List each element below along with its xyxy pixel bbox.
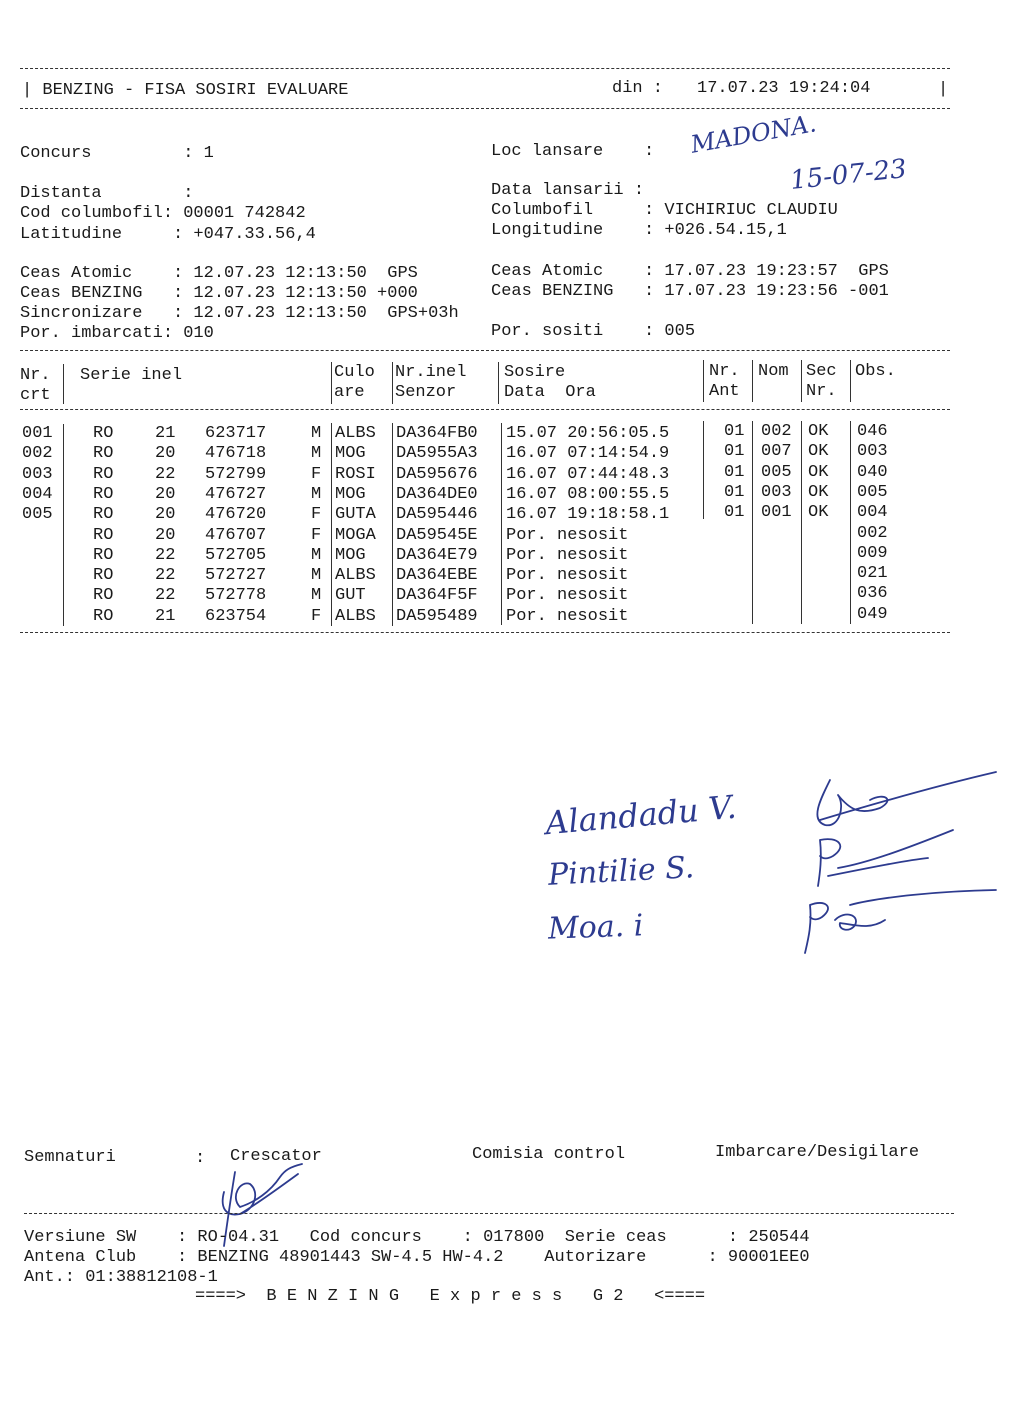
cell-year: 22	[155, 586, 176, 606]
cell-arrival: 16.07 08:00:55.5	[506, 484, 670, 504]
body-sep-8	[850, 421, 851, 624]
cell-obs: 004	[857, 503, 888, 523]
cell-arrival: 15.07 20:56:05.5	[506, 424, 670, 443]
header-end-bar: |	[938, 80, 949, 99]
hdr-sep-5	[703, 360, 704, 402]
latitudine-field: Latitudine : +047.33.56,4	[20, 225, 316, 244]
cell-sex: F	[311, 606, 322, 626]
cell-sensor: DA595446	[396, 505, 478, 525]
cell-sex: F	[311, 505, 322, 525]
body-sep-4	[501, 423, 502, 625]
cell-country: RO	[93, 545, 114, 565]
comisia-label: Comisia control	[472, 1145, 626, 1164]
cell-obs: 009	[857, 543, 888, 563]
cell-sex: M	[311, 545, 322, 565]
cell-sensor: DA364EBE	[396, 566, 478, 586]
cell-nr: 003	[22, 464, 53, 484]
cell-country: RO	[93, 444, 114, 464]
report-datetime: 17.07.23 19:24:04	[697, 79, 871, 98]
cell-year: 21	[155, 424, 176, 443]
cell-ring: 572727	[205, 566, 267, 586]
cell-sec: OK	[808, 503, 829, 523]
col-sec-header-2: Nr.	[806, 382, 837, 401]
cell-ring: 476727	[205, 484, 267, 504]
cell-country: RO	[93, 606, 114, 626]
col-senzor-header-2: Senzor	[395, 383, 457, 402]
cell-arrival: Por. nesosit	[506, 525, 629, 545]
cell-obs: 046	[857, 422, 888, 441]
pigeons-basketed: Por. imbarcati: 010	[20, 324, 214, 343]
cell-antenna: 01	[724, 482, 745, 502]
cell-antenna: 01	[724, 422, 745, 441]
cell-color: ALBS	[335, 606, 376, 626]
clock-left-benzing: Ceas BENZING : 12.07.23 12:13:50 +000	[20, 284, 418, 303]
body-sep-6	[752, 421, 753, 624]
clock-right-atomic: Ceas Atomic : 17.07.23 19:23:57 GPS	[491, 262, 889, 281]
cell-nom: 001	[761, 503, 792, 523]
cell-ring: 572799	[205, 464, 267, 484]
cell-color: MOG	[335, 484, 366, 504]
report-title: | BENZING - FISA SOSIRI EVALUARE	[22, 81, 349, 100]
cell-nom: 003	[761, 482, 792, 502]
cell-nom: 002	[761, 422, 792, 441]
cell-ring: 623717	[205, 424, 267, 443]
cell-sensor: DA364F5F	[396, 586, 478, 606]
col-serie-header: Serie inel	[80, 366, 183, 385]
col-nom-header: Nom	[758, 362, 789, 381]
cell-arrival: Por. nesosit	[506, 606, 629, 626]
commission-name-2: Pintilie S.	[547, 850, 696, 893]
body-sep-1	[63, 424, 64, 626]
hdr-sep-2	[331, 362, 332, 404]
cell-sensor: DA364E79	[396, 545, 478, 565]
cell-country: RO	[93, 525, 114, 545]
body-sep-2	[331, 423, 332, 626]
cell-country: RO	[93, 484, 114, 504]
cell-sensor: DA595489	[396, 606, 478, 626]
cell-country: RO	[93, 505, 114, 525]
cell-nom: 005	[761, 462, 792, 482]
semnaturi-colon: :	[195, 1149, 206, 1168]
cell-year: 20	[155, 525, 176, 545]
footer-version-line: Versiune SW : RO-04.31 Cod concurs : 017800 Serie ceas : 250544	[24, 1228, 810, 1247]
col-nr-header: Nr.	[20, 366, 51, 385]
cell-arrival: 16.07 19:18:58.1	[506, 505, 670, 525]
table-top-rule	[20, 350, 950, 351]
cell-nr: 005	[22, 505, 53, 525]
col-sec-header: Sec	[806, 362, 837, 381]
cell-ring: 476707	[205, 525, 267, 545]
cod-columbofil-field: Cod columbofil: 00001 742842	[20, 204, 306, 223]
cell-sex: F	[311, 464, 322, 484]
cell-sex: M	[311, 444, 322, 464]
col-sosire-header-2: Data Ora	[504, 383, 596, 402]
cell-obs: 036	[857, 584, 888, 604]
footer-ant-line: Ant.: 01:38812108-1	[24, 1268, 218, 1287]
cell-arrival: 16.07 07:14:54.9	[506, 444, 670, 464]
cell-nr: 004	[22, 484, 53, 504]
cell-color: ROSI	[335, 464, 376, 484]
commission-signature-2	[808, 828, 958, 888]
cell-country: RO	[93, 424, 114, 443]
table-header-rule	[20, 409, 950, 410]
body-sep-5	[703, 421, 704, 519]
cell-sex: M	[311, 484, 322, 504]
hdr-sep-8	[850, 360, 851, 402]
cell-color: ALBS	[335, 566, 376, 586]
cell-arrival: Por. nesosit	[506, 586, 629, 606]
hdr-sep-1	[63, 364, 64, 404]
clock-left-sync: Sincronizare : 12.07.23 12:13:50 GPS+03h	[20, 304, 459, 323]
cell-year: 22	[155, 464, 176, 484]
cell-color: GUT	[335, 586, 366, 606]
col-senzor-header: Nr.inel	[395, 363, 467, 382]
cell-color: GUTA	[335, 505, 376, 525]
cell-sex: F	[311, 525, 322, 545]
cell-year: 22	[155, 545, 176, 565]
col-sosire-header: Sosire	[504, 363, 566, 382]
clock-left-atomic: Ceas Atomic : 12.07.23 12:13:50 GPS	[20, 264, 418, 283]
cell-sex: M	[311, 586, 322, 606]
cell-sensor: DA595676	[396, 464, 478, 484]
pigeons-arrived: Por. sositi : 005	[491, 322, 696, 341]
benzing-banner: ====> B E N Z I N G E x p r e s s G 2 <====	[195, 1287, 706, 1306]
cell-sec: OK	[808, 422, 829, 441]
hdr-sep-4	[498, 362, 499, 404]
cell-sensor: DA5955A3	[396, 444, 478, 464]
distanta-field: Distanta :	[20, 184, 194, 203]
cell-color: MOG	[335, 545, 366, 565]
semnaturi-label: Semnaturi	[24, 1148, 116, 1167]
cell-arrival: Por. nesosit	[506, 545, 629, 565]
col-culoare-header: Culo	[334, 363, 375, 382]
cell-ring: 476720	[205, 505, 267, 525]
body-sep-7	[801, 421, 802, 624]
cell-ring: 623754	[205, 606, 267, 626]
cell-arrival: Por. nesosit	[506, 566, 629, 586]
cell-nom: 007	[761, 442, 792, 462]
cell-sec: OK	[808, 482, 829, 502]
cell-color: MOG	[335, 444, 366, 464]
hdr-sep-3	[392, 362, 393, 404]
footer-antenna-line: Antena Club : BENZING 48901443 SW-4.5 HW-4.2 Autorizare : 90001EE0	[24, 1248, 810, 1267]
cell-obs: 002	[857, 523, 888, 543]
cell-obs: 021	[857, 564, 888, 584]
cell-country: RO	[93, 566, 114, 586]
cell-antenna: 01	[724, 462, 745, 482]
hdr-sep-6	[752, 360, 753, 402]
cell-antenna: 01	[724, 442, 745, 462]
columbofil-field: Columbofil : VICHIRIUC CLAUDIU	[491, 201, 838, 220]
cell-sensor: DA364FB0	[396, 424, 478, 443]
col-ant-header: Nr.	[709, 362, 740, 381]
commission-name-3: Moa. i	[547, 908, 644, 947]
cell-obs: 040	[857, 462, 888, 482]
handwritten-release-date: 15-07-23	[788, 153, 909, 197]
cell-obs: 003	[857, 442, 888, 462]
crescator-label: Crescator	[230, 1147, 322, 1166]
top-dashed-rule	[20, 68, 950, 69]
loc-lansare-field: Loc lansare :	[491, 142, 655, 161]
col-ant-header-2: Ant	[709, 382, 740, 401]
longitudine-field: Longitudine : +026.54.15,1	[491, 221, 787, 240]
cell-year: 20	[155, 444, 176, 464]
cell-year: 22	[155, 566, 176, 586]
cell-year: 20	[155, 505, 176, 525]
data-lansarii-field: Data lansarii :	[491, 181, 645, 200]
cell-country: RO	[93, 464, 114, 484]
hdr-sep-7	[801, 360, 802, 402]
col-nr-header-2: crt	[20, 386, 51, 405]
cell-arrival: 16.07 07:44:48.3	[506, 464, 670, 484]
cell-year: 20	[155, 484, 176, 504]
body-sep-3	[392, 423, 393, 626]
cell-sensor: DA364DE0	[396, 484, 478, 504]
col-culoare-header-2: are	[334, 383, 365, 402]
cell-antenna: 01	[724, 503, 745, 523]
cell-nr: 002	[22, 444, 53, 464]
cell-ring: 572778	[205, 586, 267, 606]
cell-color: MOGA	[335, 525, 376, 545]
cell-obs: 049	[857, 604, 888, 624]
imbarcare-label: Imbarcare/Desigilare	[715, 1143, 920, 1162]
handwritten-loc-lansare: MADONA.	[688, 109, 819, 159]
cell-country: RO	[93, 586, 114, 606]
cell-sec: OK	[808, 442, 829, 462]
cell-ring: 476718	[205, 444, 267, 464]
cell-sensor: DA59545E	[396, 525, 478, 545]
clock-right-benzing: Ceas BENZING : 17.07.23 19:23:56 -001	[491, 282, 889, 301]
concurs-field: Concurs : 1	[20, 144, 214, 163]
table-bottom-rule	[20, 632, 950, 633]
cell-year: 21	[155, 606, 176, 626]
din-label: din :	[612, 79, 664, 98]
footer-dashed-rule	[24, 1213, 954, 1214]
cell-sex: M	[311, 566, 322, 586]
cell-color: ALBS	[335, 424, 376, 443]
col-obs-header: Obs.	[855, 362, 896, 381]
cell-nr: 001	[22, 424, 53, 443]
commission-signature-3	[800, 885, 1000, 955]
cell-sec: OK	[808, 462, 829, 482]
cell-sex: M	[311, 424, 322, 443]
cell-obs: 005	[857, 482, 888, 502]
commission-name-1: Alandadu V.	[543, 787, 738, 843]
cell-ring: 572705	[205, 545, 267, 565]
